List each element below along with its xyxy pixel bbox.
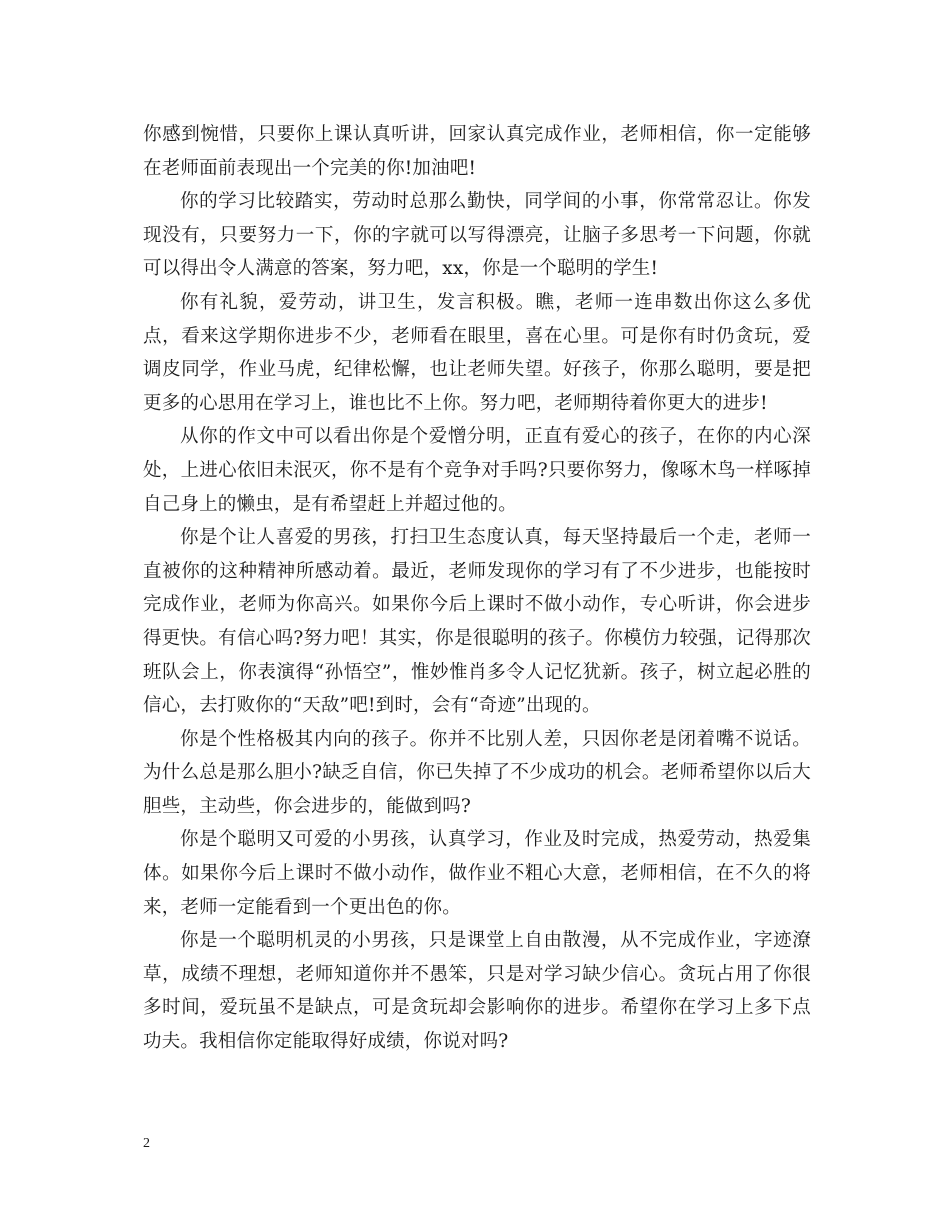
- page-number: 2: [143, 1136, 150, 1151]
- paragraph: 你是个性格极其内向的孩子。你并不比别人差，只因你老是闭着嘴不说话。为什么总是那么胆小?缺乏自信，你已失掉了不少成功的机会。老师希望你以后大胆些，主动些，你会进步的，能做到吗?: [143, 728, 811, 817]
- paragraph: 你是个聪明又可爱的小男孩，认真学习，作业及时完成，热爱劳动，热爱集体。如果你今后上课时不做小动作，做作业不粗心大意，老师相信，在不久的将来，老师一定能看到一个更出色的你。: [143, 829, 811, 918]
- paragraph: 你有礼貌，爱劳动，讲卫生，发言积极。瞧，老师一连串数出你这么多优点，看来这学期你进步不少，老师看在眼里，喜在心里。可是你有时仍贪玩，爱调皮同学，作业马虎，纪律松懈，也让老师失望。好孩子，你那么聪明，要是把更多的心思用在学习上，谁也比不上你。努力吧，老师期待着你更大的进步!: [143, 291, 811, 414]
- paragraph: 你的学习比较踏实，劳动时总那么勤快，同学间的小事，你常常忍让。你发现没有，只要努力一下，你的字就可以写得漂亮，让脑子多思考一下问题，你就可以得出令人满意的答案，努力吧，xx，你是一个聪明的学生!: [143, 191, 811, 280]
- paragraph: 你是个让人喜爱的男孩，打扫卫生态度认真，每天坚持最后一个走，老师一直被你的这种精神所感动着。最近，老师发现你的学习有了不少进步，也能按时完成作业，老师为你高兴。如果你今后上课时不做小动作，专心听讲，你会进步得更快。有信心吗?努力吧！其实，你是很聪明的孩子。你模仿力较强，记得那次班队会上，你表演得“孙悟空”，惟妙惟肖多令人记忆犹新。孩子，树立起必胜的信心，去打败你的“天敌”吧!到时，会有“奇迹”出现的。: [143, 527, 811, 717]
- document-body: [143, 118, 811, 1059]
- paragraph-continued: 你感到惋惜，只要你上课认真听讲，回家认真完成作业，老师相信，你一定能够在老师面前表现出一个完美的你!加油吧!: [143, 124, 811, 179]
- paragraph: 你是一个聪明机灵的小男孩，只是课堂上自由散漫，从不完成作业，字迹潦草，成绩不理想，老师知道你并不愚笨，只是对学习缺少信心。贪玩占用了你很多时间，爱玩虽不是缺点，可是贪玩却会影响你的进步。希望你在学习上多下点功夫。我相信你定能取得好成绩，你说对吗?: [143, 930, 811, 1053]
- paragraph: 从你的作文中可以看出你是个爱憎分明，正直有爱心的孩子，在你的内心深处，上进心依旧未泯灭，你不是有个竞争对手吗?只要你努力，像啄木鸟一样啄掉自己身上的懒虫，是有希望赶上并超过他的。: [143, 426, 811, 515]
